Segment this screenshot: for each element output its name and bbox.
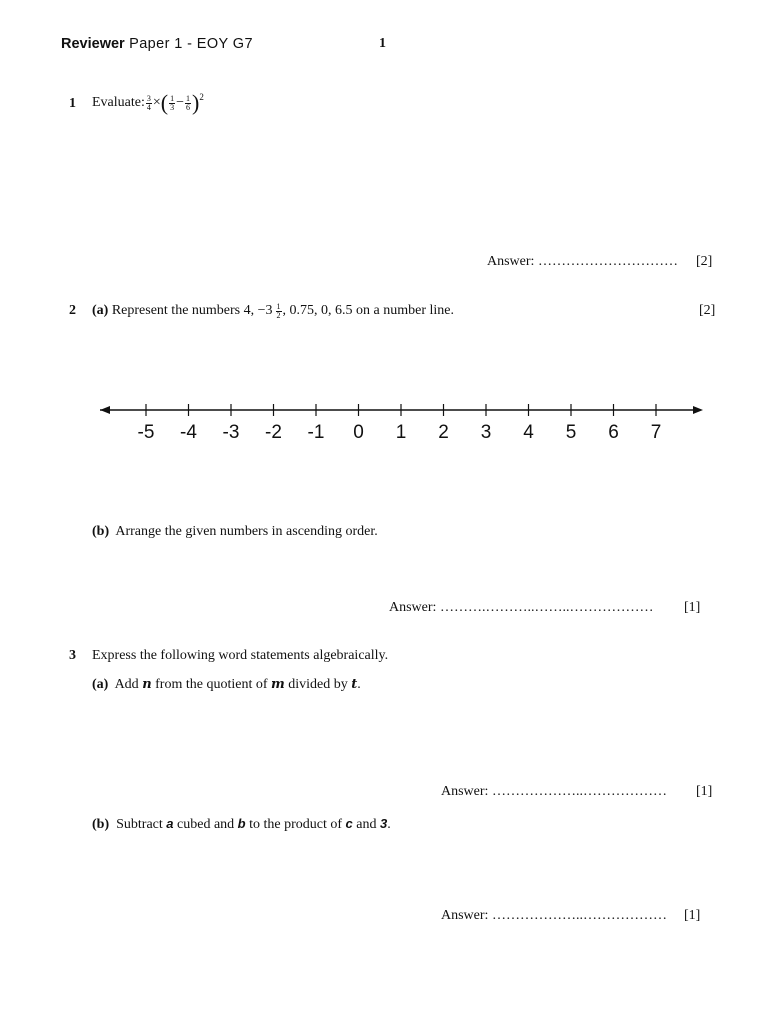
q2b-answer-line — [389, 600, 653, 616]
number-line-tick-label: 7 — [650, 422, 662, 443]
q3a-answer-dots: ………………..……………… — [491, 784, 667, 799]
q3b-answer-line — [441, 908, 667, 924]
header-title: Paper 1 - EOY G7 — [129, 36, 253, 52]
q2a-text-after: , 0.75, 0, 6.5 on a number line. — [282, 303, 455, 318]
q3a-answer-line — [441, 784, 667, 800]
q1-open-paren: ( — [160, 90, 169, 115]
q1-exponent: 2 — [199, 92, 204, 102]
number-line-tick-label: 1 — [395, 422, 407, 443]
page-header — [61, 36, 253, 52]
number-line-left-arrow — [100, 406, 110, 414]
q3b-var-c: c — [345, 816, 353, 831]
q2a-statement — [92, 298, 454, 324]
q3a-text-1: Add — [114, 677, 143, 692]
q2b-marks: [1] — [684, 600, 701, 615]
q1-number: 1 — [69, 96, 76, 111]
q2a-label: (a) — [92, 303, 109, 318]
q3b-statement — [92, 816, 391, 833]
q1-minus: − — [176, 95, 185, 110]
q3b-answer-label: Answer: — [441, 908, 489, 923]
q3a-var-m: m — [271, 677, 285, 692]
q1-fraction-b: $\frac{1}{3}$ — [170, 93, 175, 112]
q2a-text-before: Represent the numbers 4, −3 — [111, 303, 273, 318]
number-line-tick-label: -5 — [137, 422, 155, 443]
q3b-num-3: 3 — [380, 816, 388, 831]
q2a-marks: [2] — [699, 303, 716, 318]
number-line-tick-label: 5 — [565, 422, 577, 443]
q3a-statement — [92, 677, 361, 693]
q3b-var-b: b — [237, 816, 246, 831]
q3a-answer-label: Answer: — [441, 784, 489, 799]
number-line-tick-label: -4 — [180, 422, 197, 443]
q3b-text-1: Subtract — [116, 817, 167, 832]
q3-intro: Express the following word statements algebraically. — [92, 648, 389, 663]
q3a-var-t: t — [351, 677, 358, 692]
q3b-text-3: to the product of — [245, 817, 346, 832]
q1-answer-dots: ………………………… — [537, 254, 678, 269]
q2b-answer-label: Answer: — [389, 600, 437, 615]
number-line-right-arrow — [693, 406, 703, 414]
q3b-text-2: cubed and — [173, 817, 238, 832]
q1-expression — [92, 88, 204, 118]
q3b-var-a: a — [166, 816, 174, 831]
number-line — [0, 390, 768, 460]
number-line-tick-label: 6 — [608, 422, 619, 443]
number-line-tick-label: 3 — [480, 422, 492, 443]
number-line-tick-label: 0 — [353, 422, 364, 443]
q1-times: × — [152, 95, 161, 110]
q1-fraction-c: $\frac{1}{6}$ — [186, 93, 191, 112]
q3b-label: (b) — [92, 817, 110, 832]
q3b-marks: [1] — [684, 908, 701, 923]
q2b-statement — [92, 524, 378, 540]
q3a-text-2: from the quotient of — [151, 677, 272, 692]
number-line-tick-label: -3 — [222, 422, 240, 443]
q2b-answer-dots: ……….………..……..……………… — [439, 600, 654, 615]
number-line-tick-label: -2 — [265, 422, 282, 443]
q1-answer-label: Answer: — [487, 254, 535, 269]
q1-marks: [2] — [696, 254, 713, 269]
q1-answer-line — [487, 254, 678, 270]
q3a-marks: [1] — [696, 784, 713, 799]
q1-close-paren: ) — [192, 90, 200, 115]
header-bold: Reviewer — [61, 36, 125, 52]
q3a-text-3: divided by — [284, 677, 352, 692]
q1-fraction-a: $\frac{3}{4}$ — [146, 93, 151, 112]
q3a-var-n: n — [142, 677, 152, 692]
q2b-label: (b) — [92, 524, 110, 539]
q3-number: 3 — [69, 648, 76, 663]
q2-number: 2 — [69, 303, 76, 318]
q1-prefix: Evaluate: — [92, 95, 145, 110]
page-number: 1 — [379, 36, 386, 51]
q3b-answer-dots: ………………..……………… — [491, 908, 667, 923]
q2b-text: Arrange the given numbers in ascending order. — [115, 524, 378, 539]
number-line-tick-label: -1 — [307, 422, 325, 443]
number-line-tick-label: 2 — [438, 422, 449, 443]
q3a-text-4: . — [357, 677, 361, 692]
q3b-text-5: . — [387, 817, 391, 832]
q2a-mixed-fraction: $\frac{1}{2}$ — [276, 301, 281, 320]
number-line-tick-label: 4 — [523, 422, 534, 443]
q3a-label: (a) — [92, 677, 109, 692]
q3b-text-4: and — [352, 817, 380, 832]
